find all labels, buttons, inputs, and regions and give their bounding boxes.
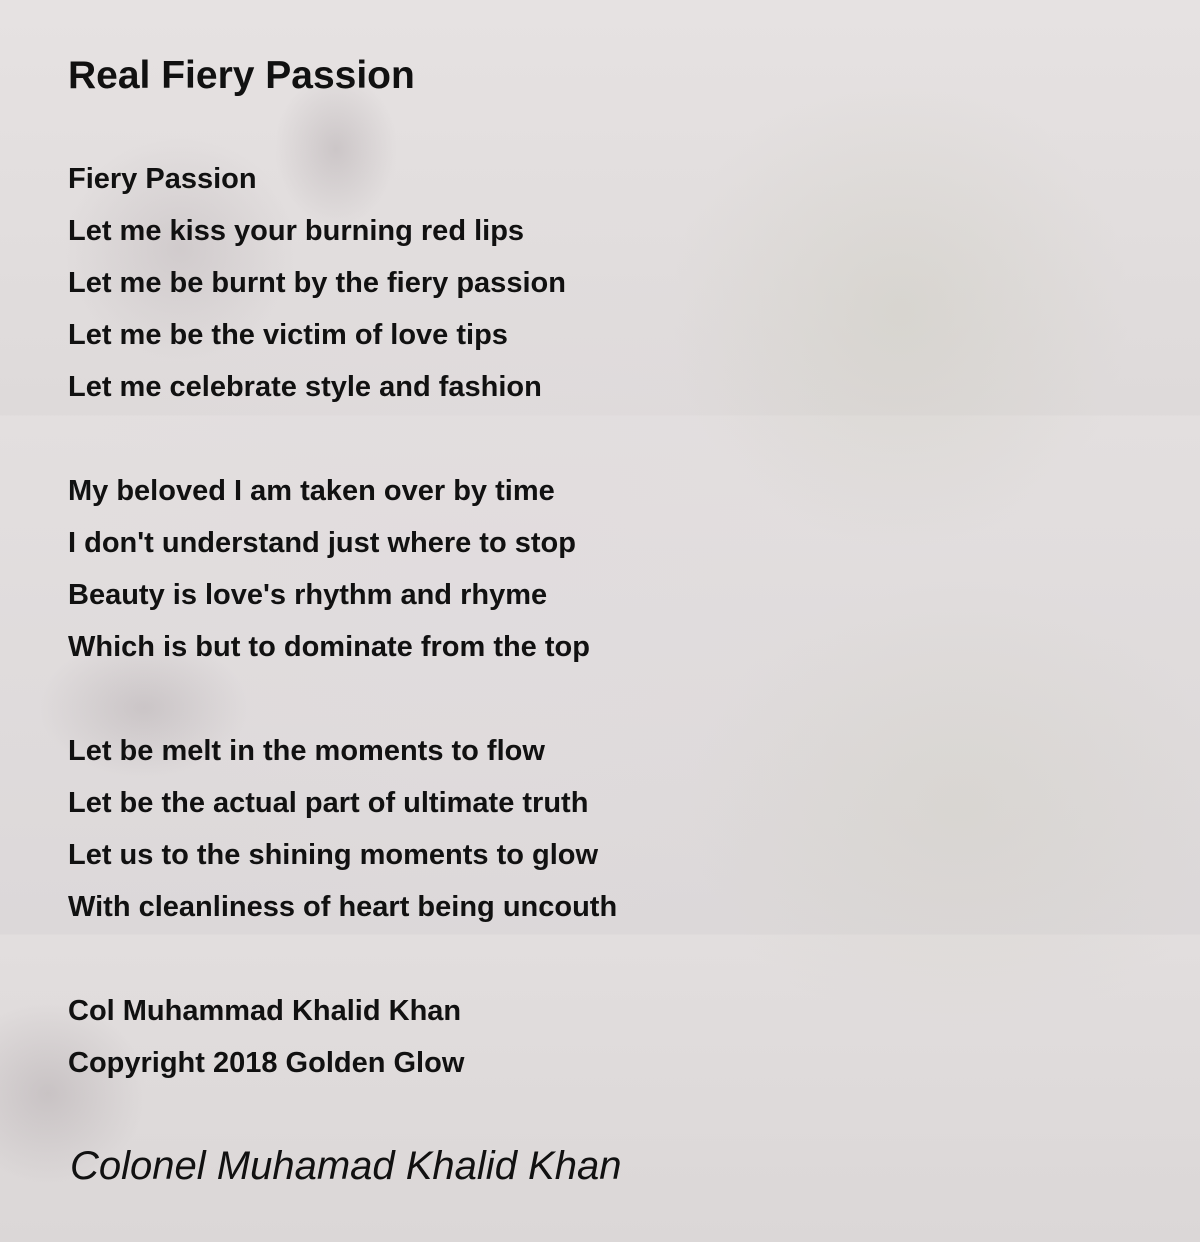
- poem-line: Let me be the victim of love tips: [68, 319, 508, 351]
- poem-line: Let be melt in the moments to flow: [68, 735, 545, 767]
- stanza-1: [68, 153, 1148, 413]
- stanza-3: [68, 725, 1148, 933]
- poem-line: I don't understand just where to stop: [68, 527, 576, 559]
- poem-line: Let me kiss your burning red lips: [68, 215, 525, 247]
- credit-copyright-line: Copyright 2018 Golden Glow: [68, 1047, 465, 1079]
- poem-container: [68, 50, 1148, 1141]
- poem-line: Let me be burnt by the fiery passion: [68, 267, 566, 299]
- poem-line: With cleanliness of heart being uncouth: [68, 891, 618, 923]
- stanza-credits: [68, 985, 1148, 1089]
- poem-line: Let me celebrate style and fashion: [68, 371, 542, 403]
- poem-line: Let us to the shining moments to glow: [68, 839, 599, 871]
- author-signature: Colonel Muhamad Khalid Khan: [70, 1144, 622, 1188]
- stanza-2: [68, 465, 1148, 673]
- poem-title: Real Fiery Passion: [68, 54, 415, 97]
- credit-author-line: Col Muhammad Khalid Khan: [68, 995, 462, 1027]
- poem-line: Let be the actual part of ultimate truth: [68, 787, 589, 819]
- poem-line: Fiery Passion: [68, 163, 257, 195]
- poem-line: Which is but to dominate from the top: [68, 631, 590, 663]
- poem-line: Beauty is love's rhythm and rhyme: [68, 579, 548, 611]
- poem-line: My beloved I am taken over by time: [68, 475, 555, 507]
